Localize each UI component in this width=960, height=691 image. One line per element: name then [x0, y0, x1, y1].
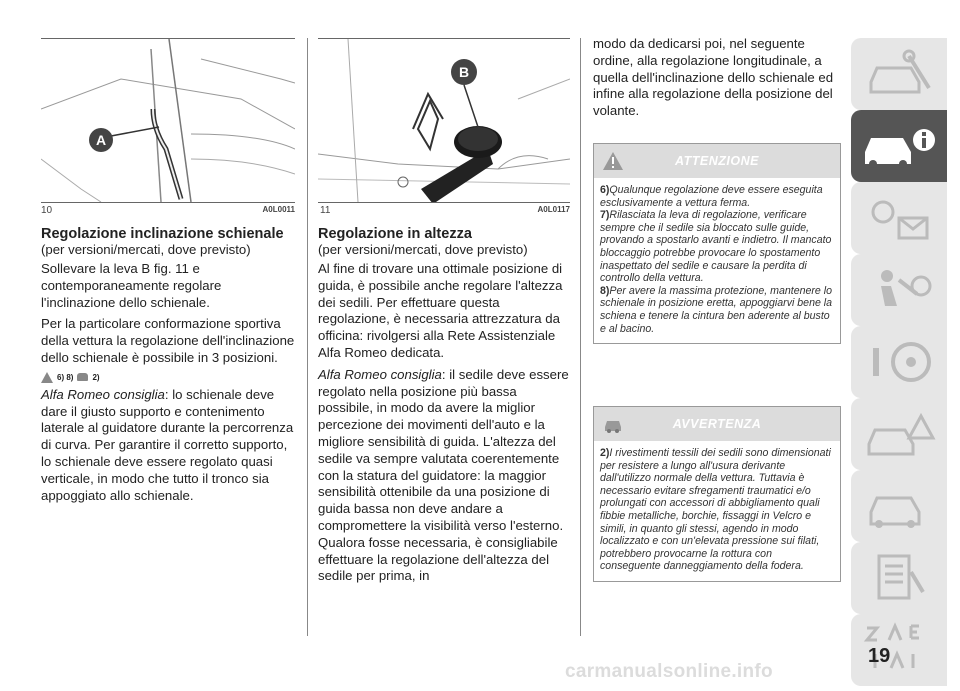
column-2	[318, 227, 572, 590]
figure-number: 11	[320, 205, 331, 216]
page-number: 19	[868, 645, 891, 667]
figure-11	[318, 38, 570, 203]
callout-a-label: A	[95, 132, 107, 148]
tab-steering-wheel[interactable]	[851, 326, 947, 398]
car-refs: 2)	[92, 372, 100, 382]
column-divider	[307, 38, 308, 636]
tip-label: Alfa Romeo consiglia	[41, 386, 165, 402]
airbag-icon	[851, 254, 947, 326]
section-heading: Regolazione in altezza	[318, 226, 472, 242]
specs-icon	[851, 542, 947, 614]
avvertenza-header	[594, 407, 840, 441]
avvertenza-box	[593, 406, 841, 582]
warning-refs: 6) 8)	[57, 372, 74, 382]
section-subheading: (per versioni/mercati, dove previsto)	[318, 242, 528, 257]
tip-paragraph	[318, 367, 572, 585]
tab-specs[interactable]	[851, 542, 947, 614]
column-3	[593, 36, 841, 125]
figure-code: A0L0011	[262, 205, 295, 214]
car-info-icon	[851, 110, 947, 182]
paragraph: Sollevare la leva B fig. 11 e contemporaneamente regolare l'inclinazione dello schienale.	[41, 261, 222, 310]
attenzione-item: 7)Rilasciata la leva di regolazione, verificare sempre che il sedile sia bloccato sulle guide, provando a spostarlo avanti e indietro. Il mancato bloccaggio potrebbe provocare lo spostamento inaspettato del sedile e causare la perdita di controllo della vettura.	[600, 209, 832, 285]
column-divider	[580, 38, 581, 636]
tab-car-tools[interactable]	[851, 38, 947, 110]
watermark: carmanualsonline.info	[565, 661, 773, 682]
tip-paragraph	[41, 387, 297, 505]
tab-warning-lights[interactable]	[851, 182, 947, 254]
tab-car-info[interactable]	[851, 110, 947, 182]
attenzione-header	[594, 144, 840, 178]
figure-10	[41, 38, 295, 203]
callout-b-label: B	[458, 64, 470, 80]
tip-label: Alfa Romeo consiglia	[318, 366, 442, 382]
car-tools-icon	[851, 38, 947, 110]
index-icon	[851, 614, 947, 686]
warning-triangle-icon	[41, 372, 53, 383]
figure-10-caption	[41, 205, 295, 217]
cross-references	[41, 372, 297, 383]
seat-height-lever-illustration	[318, 39, 570, 202]
attenzione-box	[593, 143, 841, 344]
avvertenza-item: 2)I rivestimenti tessili dei sedili sono dimensionati per resistere a lungo all'usura derivante dall'utilizzo normale della vettura. Tuttavia è necessario evitare sfregamenti traumatici e/o prolungati con accessori di abbigliamento quali fibbie metalliche, borchie, fissaggi in Velcro e simili, in quanto gli stessi, agendo in modo localizzato e con un'elevata pressione sui filati, potrebbero provocarne la rottura con conseguente danneggiamento della fodera.	[600, 447, 831, 573]
tip-text: : lo schienale deve dare il giusto supporto e contenimento laterale al guidatore durante la percorrenza di curva. Per garantire il corretto supporto, lo schienale deve essere regolato quasi verticale, in modo che tutto il tronco sia appoggiato allo schienale.	[41, 386, 294, 503]
attenzione-item: 6)Qualunque regolazione deve essere eseguita esclusivamente a vettura ferma.	[600, 184, 823, 209]
tip-text: : il sedile deve essere regolato nella posizione più bassa possibile, in modo da avere la miglior percezione dei movimenti dell'auto e la migliore sensibilità di guida. L'altezza del sedile va sempre valutata coerentemente con la statura del guidatore: la maggior sensibilità ottenibile da una posizione di guida bassa non deve andare a compromettere la visibilità verso l'esterno. Qualora fosse necessaria, è consigliabile effettuare la regolazione dell'altezza del sedile per prima, in	[318, 366, 569, 584]
section-subheading: (per versioni/mercati, dove previsto)	[41, 242, 251, 257]
avvertenza-title: AVVERTENZA	[672, 417, 762, 431]
warning-lights-icon	[851, 182, 947, 254]
attenzione-item: 8)Per avere la massima protezione, mantenere lo schienale in posizione eretta, appoggiarvi bene la schiena e tenere la cintura ben aderente al busto e al bacino.	[600, 284, 833, 335]
section-heading: Regolazione inclinazione schienale	[41, 226, 284, 242]
car-service-icon	[851, 470, 947, 542]
column-1	[41, 227, 297, 509]
car-icon	[77, 373, 88, 381]
tab-car-service[interactable]	[851, 470, 947, 542]
attenzione-body	[594, 178, 840, 343]
attenzione-title: ATTENZIONE	[675, 154, 759, 168]
breakdown-icon	[851, 398, 947, 470]
figure-code: A0L0117	[537, 205, 570, 214]
tab-index[interactable]	[851, 614, 947, 686]
paragraph: modo da dedicarsi poi, nel seguente ordine, alla regolazione longitudinale, a quella dell'inclinazione dello schienale ed infine alla regolazione della posizione del volante.	[593, 36, 834, 119]
seat-recline-illustration	[41, 39, 295, 202]
tab-airbag[interactable]	[851, 254, 947, 326]
steering-wheel-icon	[851, 326, 947, 398]
avvertenza-body	[594, 441, 840, 581]
figure-11-caption	[320, 205, 570, 217]
tab-breakdown[interactable]	[851, 398, 947, 470]
figure-number: 10	[41, 205, 53, 216]
paragraph: Per la particolare conformazione sportiva della vettura la regolazione dell'inclinazione dello schienale è possibile in 3 posizioni.	[41, 316, 295, 365]
paragraph: Al fine di trovare una ottimale posizione di guida, è possibile anche regolare l'altezza dei sedili. Per effettuare questa regolazione, è necessaria attrezzatura da officina: rivolgersi alla Rete Assistenziale Alfa Romeo dedicata.	[318, 261, 563, 360]
